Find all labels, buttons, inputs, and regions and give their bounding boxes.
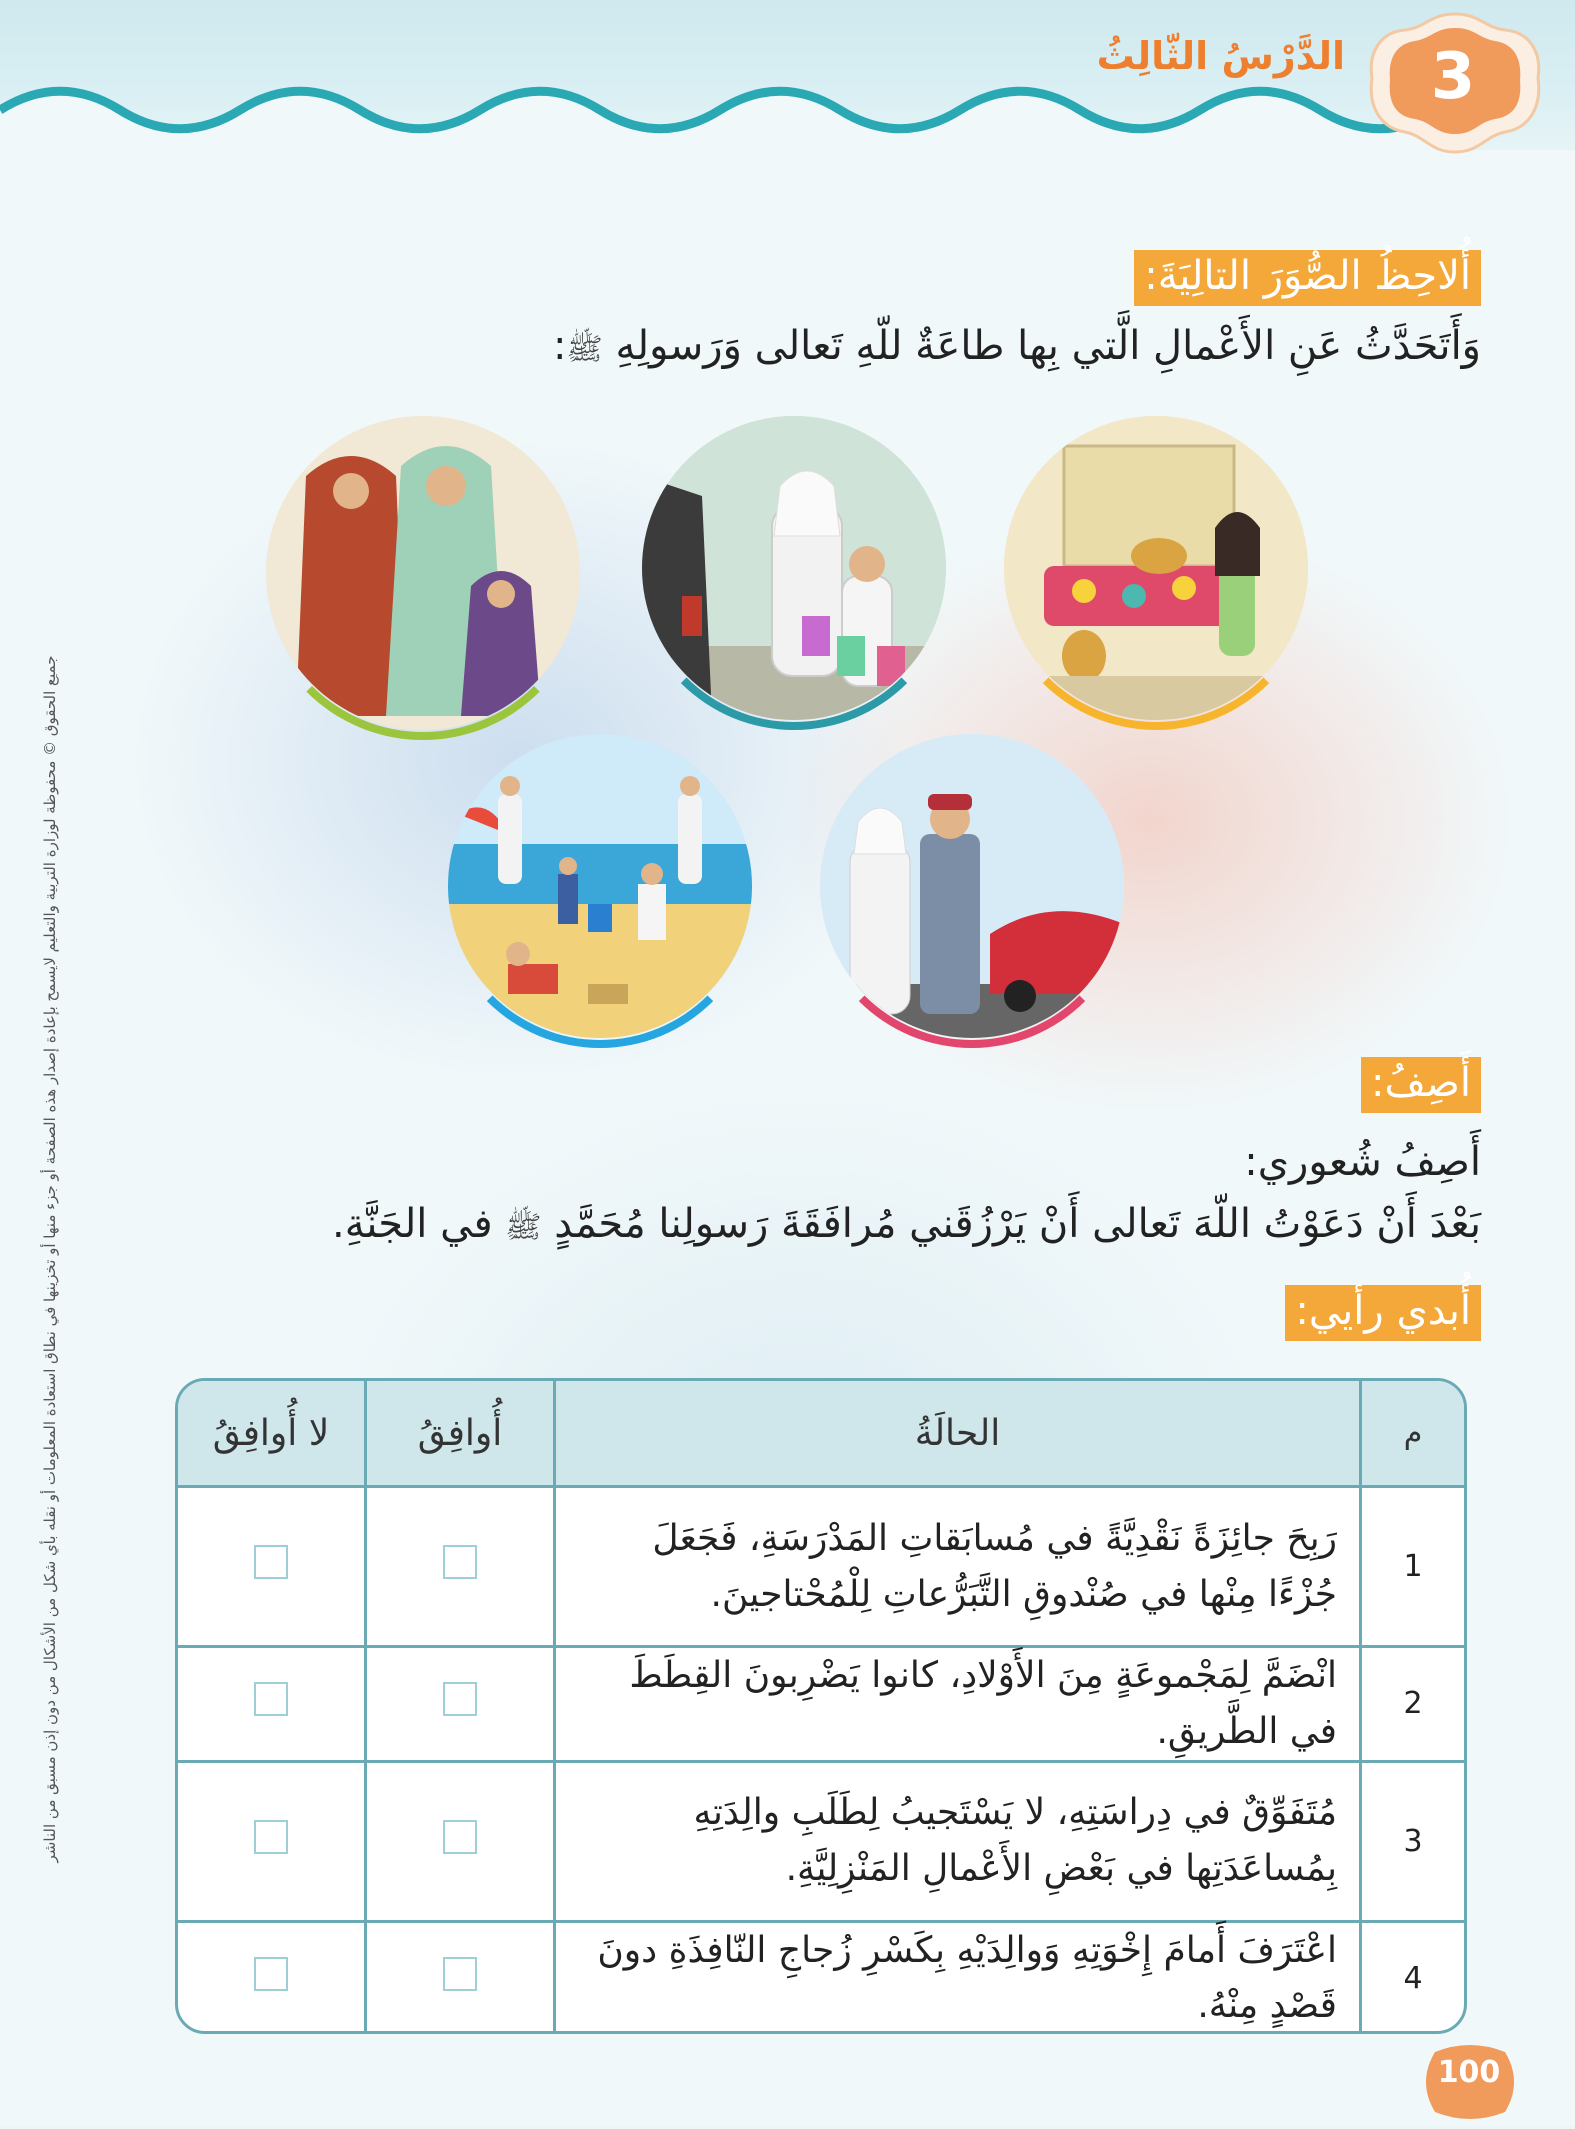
agree-checkbox[interactable] xyxy=(443,1682,477,1716)
row-text: مُتَفَوِّقٌ في دِراسَتِهِ، لا يَسْتَجيبُ لِطَلَبِ والِدَتِهِ بِمُساعَدَتِها في بَعْضِ الأَعْمالِ المَنْزِلِيَّةِ. xyxy=(555,1761,1361,1921)
table-row xyxy=(178,1647,1464,1762)
image-girl-tidying-room xyxy=(1004,416,1308,720)
disagree-checkbox[interactable] xyxy=(254,1682,288,1716)
lesson-title: الدَّرْسُ الثّالِثُ xyxy=(1096,34,1345,78)
table-header-row xyxy=(178,1381,1464,1487)
row-text: رَبِحَ جائِزَةً نَقْدِيَّةً في مُسابَقاتِ المَدْرَسَةِ، فَجَعَلَ جُزْءًا مِنْها في صُنْدوقِ التَّبَرُّعاتِ لِلْمُحْتاجينَ. xyxy=(555,1487,1361,1647)
row-num: 4 xyxy=(1361,1921,1465,2034)
describe-line2 xyxy=(332,1200,1481,1248)
disagree-checkbox[interactable] xyxy=(254,1820,288,1854)
agree-checkbox[interactable] xyxy=(443,1957,477,1991)
opinion-heading: أُبدي رأيي: xyxy=(1285,1285,1481,1341)
observe-heading: أُلاحِظُ الصُّوَرَ التالِيَةَ: xyxy=(1134,250,1481,306)
describe-heading: أَصِفُ: xyxy=(1361,1057,1481,1113)
header-agree: أُوافِقُ xyxy=(366,1381,555,1487)
observe-instruction-text: وَأَتَحَدَّثُ عَنِ الأَعْمالِ الَّتي بِها طاعَةٌ للّهِ تَعالى وَرَسولِهِ xyxy=(615,323,1481,369)
header-case: الحالَةُ xyxy=(555,1381,1361,1487)
page-number: 100 xyxy=(1437,2055,1501,2090)
lesson-number: 3 xyxy=(1430,40,1476,114)
describe-line2-b: في الجَنَّةِ. xyxy=(332,1201,493,1247)
pbuh-glyph-2: ﷺ xyxy=(505,1210,542,1245)
header-disagree: لا أُوافِقُ xyxy=(178,1381,366,1487)
agree-cell xyxy=(366,1761,555,1921)
agree-cell xyxy=(366,1647,555,1762)
row-num: 3 xyxy=(1361,1761,1465,1921)
row-num: 1 xyxy=(1361,1487,1465,1647)
disagree-cell xyxy=(178,1487,366,1647)
agree-checkbox[interactable] xyxy=(443,1545,477,1579)
table-row xyxy=(178,1921,1464,2034)
image-elder-with-officer xyxy=(820,734,1124,1038)
image-women-praying xyxy=(266,416,580,730)
describe-line1: أَصِفُ شُعوري: xyxy=(1244,1139,1481,1185)
row-text: اعْتَرَفَ أَمامَ إِخْوَتِهِ وَوالِدَيْهِ بِكَسْرِ زُجاجِ النّافِذَةِ دونَ قَصْدٍ مِنْهُ. xyxy=(555,1921,1361,2034)
copyright-note: جميع الحقوق © محفوظة لوزارة التربية والتعليم لايسمح بإعادة إصدار هذه الصفحة أو جزء منها أو تخزينها في نطاق استعادة المعلومات أو نقله بأي شكل من الأشكال من دون إذن مسبق من الناشر xyxy=(41,655,59,1863)
table-row xyxy=(178,1487,1464,1647)
header-num: م xyxy=(1361,1381,1465,1487)
observe-instruction-end: : xyxy=(553,323,567,369)
disagree-checkbox[interactable] xyxy=(254,1545,288,1579)
agree-cell xyxy=(366,1921,555,2034)
disagree-cell xyxy=(178,1647,366,1762)
row-num: 2 xyxy=(1361,1647,1465,1762)
opinion-table xyxy=(175,1378,1467,2034)
pbuh-glyph: ﷺ xyxy=(566,332,603,367)
image-kids-cleaning-beach xyxy=(448,734,752,1038)
header-wave xyxy=(0,80,1575,170)
disagree-checkbox[interactable] xyxy=(254,1957,288,1991)
agree-cell xyxy=(366,1487,555,1647)
describe-line2-a: بَعْدَ أَنْ دَعَوْتُ اللّهَ تَعالى أَنْ يَرْزُقَني مُرافَقَةَ رَسولِنا مُحَمَّدٍ xyxy=(554,1201,1481,1247)
agree-checkbox[interactable] xyxy=(443,1820,477,1854)
observe-instruction xyxy=(553,322,1481,370)
row-text: انْضَمَّ لِمَجْموعَةٍ مِنَ الأَوْلادِ، كانوا يَضْرِبونَ القِطَطَ في الطَّريقِ. xyxy=(555,1647,1361,1762)
table-row xyxy=(178,1761,1464,1921)
disagree-cell xyxy=(178,1761,366,1921)
image-father-son-shopping xyxy=(642,416,946,720)
disagree-cell xyxy=(178,1921,366,2034)
